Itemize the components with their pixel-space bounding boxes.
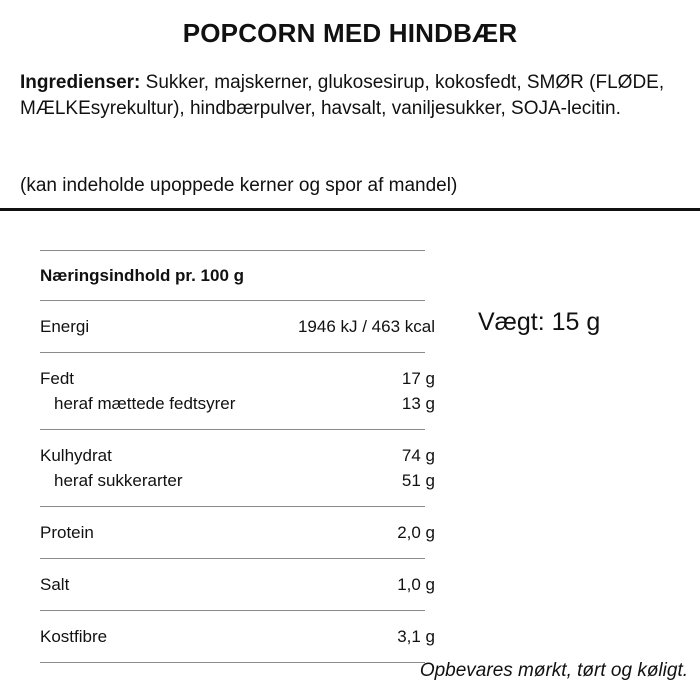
row-label: heraf mættede fedtsyrer — [54, 394, 236, 413]
row-label: Kulhydrat — [40, 446, 112, 465]
row-value: 74 g — [401, 446, 435, 465]
row-value: 1946 kJ / 463 kcal — [297, 317, 435, 336]
product-title: POPCORN MED HINDBÆR — [182, 18, 518, 48]
row-label: Fedt — [40, 369, 75, 388]
row-label: Energi — [40, 317, 90, 336]
section-divider — [0, 208, 700, 211]
ingredients-text: Sukker, majskerner, glukosesirup, kokosfedt, SMØR (FLØDE, MÆLKEsyrekultur), hindbærpulver, havsalt, vaniljesukker, SOJA-lecitin. — [20, 72, 665, 119]
row-label: Kostfibre — [40, 627, 108, 646]
table-row-fibre — [40, 611, 435, 662]
nutrition-header: Næringsindhold pr. 100 g — [40, 266, 245, 285]
table-row-fat — [40, 353, 435, 429]
storage-instructions: Opbevares mørkt, tørt og køligt. — [419, 660, 688, 681]
ingredients-paragraph — [20, 70, 680, 122]
allergy-note: (kan indeholde upoppede kerner og spor af mandel) — [20, 175, 458, 196]
row-value: 13 g — [401, 394, 435, 413]
nutrition-table — [40, 250, 435, 663]
row-label: Salt — [40, 575, 70, 594]
ingredients-label: Ingredienser: — [20, 72, 141, 93]
net-weight: Vægt: 15 g — [478, 308, 601, 336]
row-value: 51 g — [401, 471, 435, 490]
row-value: 17 g — [401, 369, 435, 388]
table-row-salt — [40, 559, 435, 610]
row-value: 1,0 g — [397, 575, 435, 594]
table-rule — [40, 662, 425, 663]
row-value: 3,1 g — [397, 627, 435, 646]
table-row-energy — [40, 301, 435, 352]
table-row-protein — [40, 507, 435, 558]
row-value: 2,0 g — [397, 523, 435, 542]
row-label: Protein — [40, 523, 94, 542]
table-row-carbs — [40, 430, 435, 506]
row-label: heraf sukkerarter — [54, 471, 183, 490]
